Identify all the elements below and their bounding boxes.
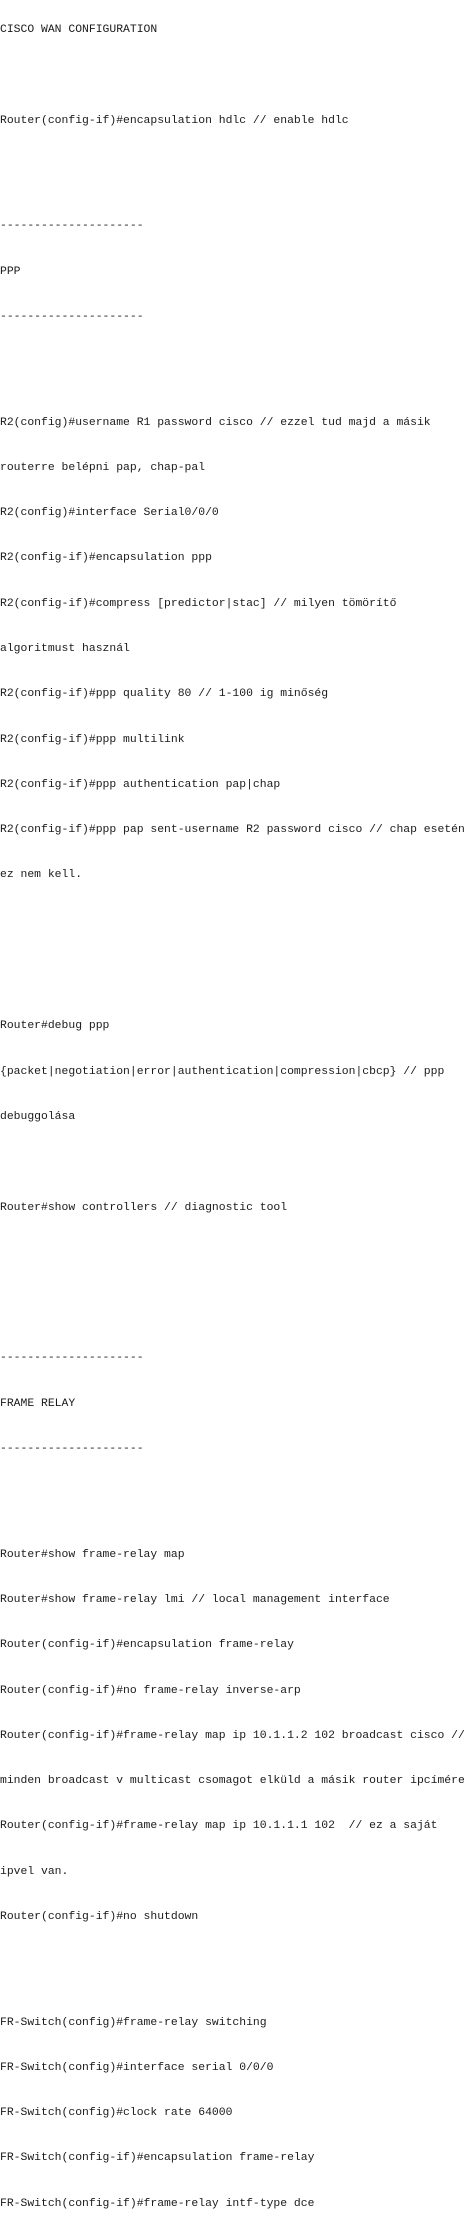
blank-line [0, 914, 474, 929]
frame-relay-line: Router(config-if)#encapsulation frame-relay [0, 1639, 294, 1652]
frame-relay-line: Router(config-if)#frame-relay map ip 10.1.1.1 102 // ez a saját [0, 1820, 438, 1833]
frame-relay-line: minden broadcast v multicast csomagot elküld a másik router ipcímére [0, 1775, 465, 1788]
blank-line [0, 355, 474, 370]
ppp-line: R2(config-if)#ppp pap sent-username R2 password cisco // chap esetén [0, 824, 465, 837]
debug-line: debuggolása [0, 1110, 76, 1123]
document-title: CISCO WAN CONFIGURATION [0, 24, 158, 37]
blank-line [0, 159, 474, 174]
hdlc-command: Router(config-if)#encapsulation hdlc // enable hdlc [0, 114, 349, 127]
debug-line: {packet|negotiation|error|authentication|compression|cbcp} // ppp [0, 1065, 445, 1078]
ppp-line: R2(config-if)#ppp authentication pap|chap [0, 778, 281, 791]
frame-relay-line: Router#show frame-relay lmi // local management interface [0, 1593, 390, 1606]
ppp-line: R2(config-if)#encapsulation ppp [0, 552, 212, 565]
frame-relay-heading: FRAME RELAY [0, 1397, 76, 1410]
section-separator: --------------------- [0, 1352, 144, 1365]
debug-line: Router#debug ppp [0, 1020, 110, 1033]
ppp-line: ez nem kell. [0, 869, 83, 882]
frame-relay-line: Router(config-if)#no shutdown [0, 1910, 199, 1923]
blank-line [0, 959, 474, 974]
frame-relay-line: Router#show frame-relay map [0, 1548, 185, 1561]
ppp-line: R2(config)#interface Serial0/0/0 [0, 507, 219, 520]
fr-switch-line: FR-Switch(config)#clock rate 64000 [0, 2107, 233, 2120]
ppp-heading: PPP [0, 265, 21, 278]
ppp-line: R2(config-if)#ppp multilink [0, 733, 185, 746]
frame-relay-line: Router(config-if)#no frame-relay inverse-arp [0, 1684, 301, 1697]
section-separator: --------------------- [0, 310, 144, 323]
ppp-line: R2(config)#username R1 password cisco // ezzel tud majd a másik [0, 416, 431, 429]
show-controllers-line: Router#show controllers // diagnostic tool [0, 1201, 288, 1214]
blank-line [0, 1291, 474, 1306]
ppp-line: R2(config-if)#compress [predictor|stac] // milyen tömörítő [0, 597, 397, 610]
blank-line [0, 1955, 474, 1970]
blank-line [0, 1246, 474, 1261]
fr-switch-line: FR-Switch(config)#frame-relay switching [0, 2016, 267, 2029]
blank-line [0, 1487, 474, 1502]
ppp-line: R2(config-if)#ppp quality 80 // 1-100 ig minőség [0, 688, 329, 701]
ppp-line: algoritmust használ [0, 643, 130, 656]
fr-switch-line: FR-Switch(config-if)#frame-relay intf-type dce [0, 2197, 315, 2210]
fr-switch-line: FR-Switch(config-if)#encapsulation frame-relay [0, 2152, 315, 2165]
fr-switch-line: FR-Switch(config)#interface serial 0/0/0 [0, 2061, 274, 2074]
blank-line [0, 1155, 474, 1170]
section-separator: --------------------- [0, 220, 144, 233]
frame-relay-line: ipvel van. [0, 1865, 69, 1878]
ppp-line: routerre belépni pap, chap-pal [0, 461, 206, 474]
frame-relay-line: Router(config-if)#frame-relay map ip 10.1.1.2 102 broadcast cisco // [0, 1729, 465, 1742]
section-separator: --------------------- [0, 1443, 144, 1455]
blank-line [0, 68, 474, 83]
